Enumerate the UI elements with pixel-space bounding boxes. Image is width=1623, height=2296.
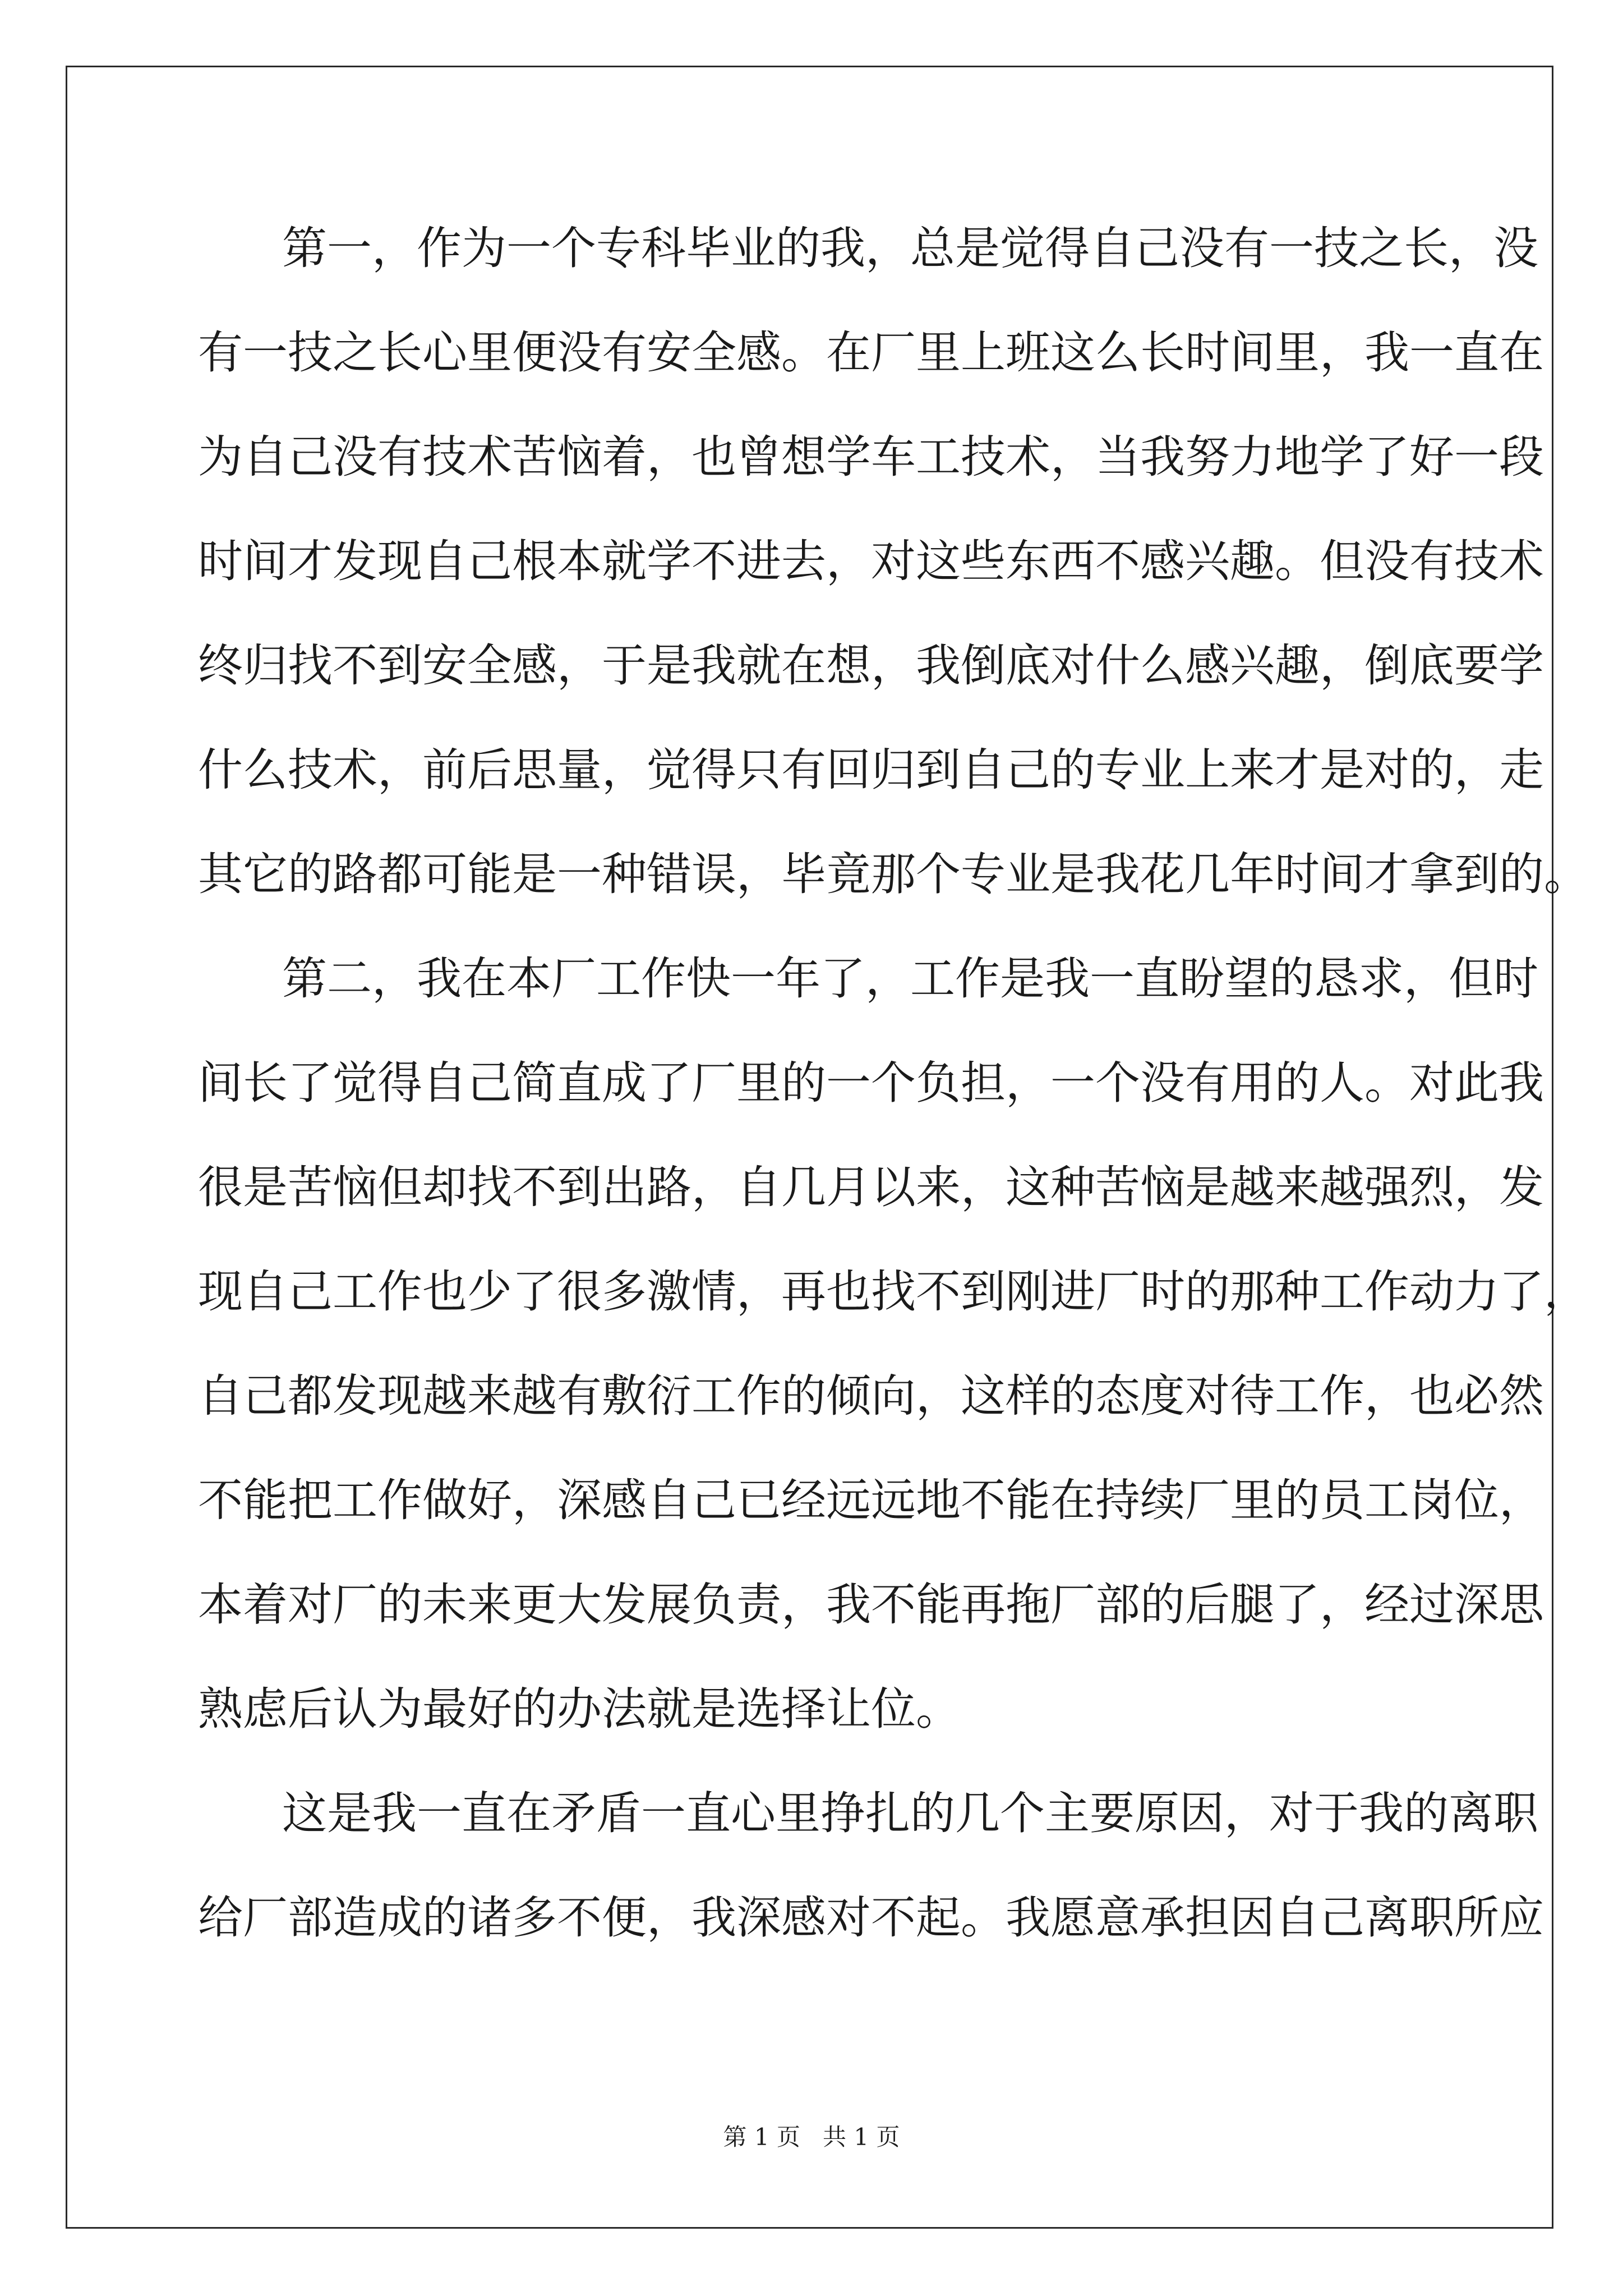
text-line: 有一技之长心里便没有安全感。在厂里上班这么长时间里，我一直在 [198, 326, 1544, 379]
document-body [198, 196, 1589, 1970]
text-line: 这是我一直在矛盾一直心里挣扎的几个主要原因，对于我的离职 [282, 1787, 1538, 1839]
text-line: 第一，作为一个专科毕业的我，总是觉得自己没有一技之长，没 [282, 222, 1538, 274]
text-line: 自己都发现越来越有敷衍工作的倾向，这样的态度对待工作，也必然 [198, 1370, 1544, 1422]
text-line: 什么技术，前后思量，觉得只有回归到自己的专业上来才是对的，走 [198, 744, 1544, 796]
text-line: 为自己没有技术苦恼着，也曾想学车工技术，当我努力地学了好一段 [198, 431, 1544, 483]
page-number: 第 1 页 [723, 2123, 800, 2151]
text-line: 终归找不到安全感，于是我就在想，我倒底对什么感兴趣，倒底要学 [198, 639, 1544, 692]
text-line: 本着对厂的未来更大发展负责，我不能再拖厂部的后腿了，经过深思 [198, 1579, 1544, 1631]
page-footer [0, 2120, 1623, 2154]
text-line: 现自己工作也少了很多激情，再也找不到刚进厂时的那种工作动力了， [198, 1266, 1589, 1318]
text-line: 熟虑后认为最好的办法就是选择让位。 [198, 1683, 961, 1735]
text-line: 其它的路都可能是一种错误，毕竟那个专业是我花几年时间才拿到的。 [198, 848, 1589, 900]
text-line: 很是苦恼但却找不到出路，自几月以来，这种苦恼是越来越强烈，发 [198, 1161, 1544, 1213]
text-line: 给厂部造成的诸多不便，我深感对不起。我愿意承担因自己离职所应 [198, 1892, 1544, 1944]
text-line: 第二，我在本厂工作快一年了，工作是我一直盼望的恳求，但时 [282, 953, 1538, 1005]
page-total: 共 1 页 [823, 2123, 900, 2151]
text-line: 间长了觉得自己简直成了厂里的一个负担，一个没有用的人。对此我 [198, 1057, 1544, 1109]
text-line: 时间才发现自己根本就学不进去，对这些东西不感兴趣。但没有技术 [198, 535, 1544, 587]
text-line: 不能把工作做好，深感自己已经远远地不能在持续厂里的员工岗位， [198, 1474, 1544, 1526]
